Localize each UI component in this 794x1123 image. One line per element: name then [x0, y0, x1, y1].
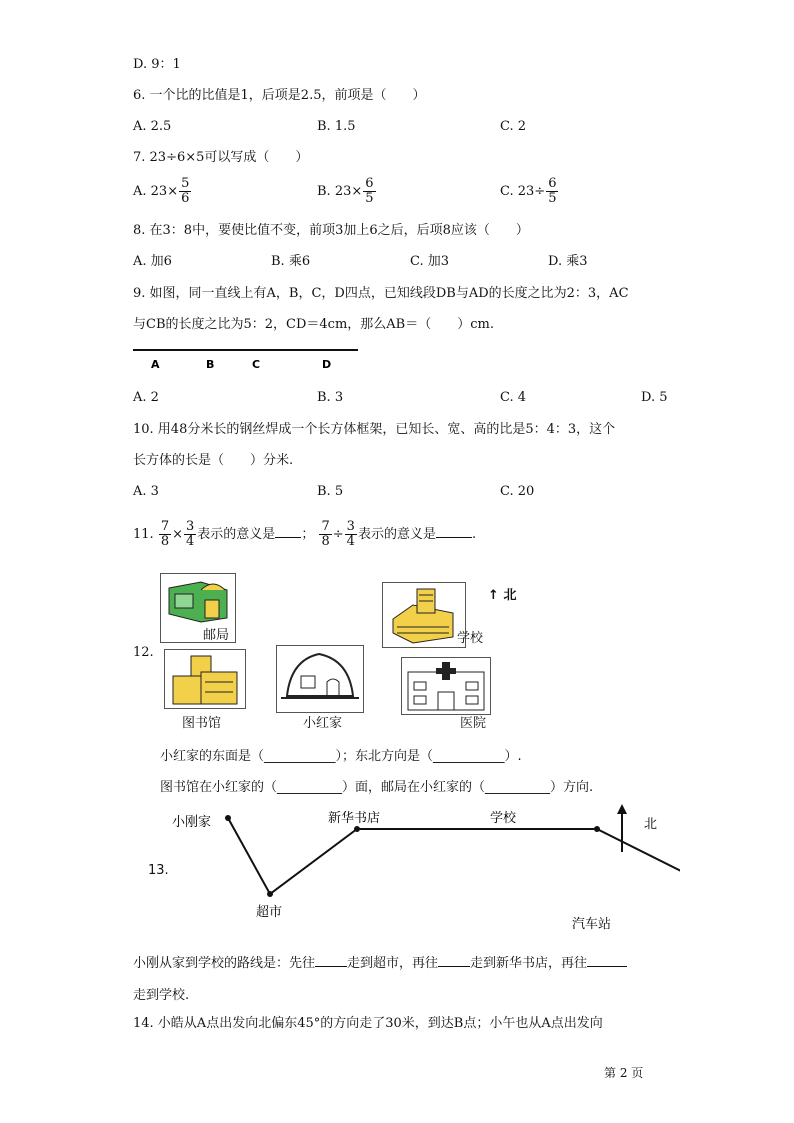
q7-stem: 7. 23÷6×5可以写成（ ） — [133, 150, 309, 165]
library-label: 图书馆 — [182, 716, 222, 731]
q8-option-c: C. 加3 — [410, 254, 450, 269]
q12-north-indicator — [488, 584, 516, 603]
library-picture — [164, 649, 246, 709]
q7-option-c: C. 23÷ $\frac{6}{5}$ — [500, 176, 557, 206]
q9-point-a: A — [151, 358, 160, 371]
home-picture — [276, 645, 364, 713]
page-number: 第 2 页 — [604, 1066, 644, 1080]
q9-line-figure — [133, 344, 363, 374]
q10-option-c: C. 20 — [500, 484, 535, 499]
north-arrow-icon: ↑ — [488, 588, 499, 603]
hospital-label: 医院 — [460, 716, 487, 731]
q13-question-line2: 走到学校. — [133, 988, 190, 1003]
q9-option-b: B. 3 — [317, 390, 344, 405]
q10-option-b: B. 5 — [317, 484, 344, 499]
q14-stem-line1: 14. 小皓从A点出发向北偏东45°的方向走了30米，到达B点；小午也从A点出发向 — [133, 1016, 603, 1031]
q13-station-label: 汽车站 — [572, 917, 612, 932]
q13-school-label: 学校 — [490, 811, 517, 826]
q9-option-d: D. 5 — [641, 390, 668, 405]
q11-line: 11. $\frac{7}{8}$ × $\frac{3}{4}$ 表示的意义是 ； $\frac{7}{8}$ ÷ $\frac{3}{4}$ 表示的意义是 . — [133, 519, 477, 549]
q13-bookstore-label: 新华书店 — [328, 811, 381, 826]
q13-number: 13. — [148, 863, 169, 878]
q9-stem-line2: 与CB的长度之比为5：2，CD＝4cm，那么AB＝（ ）cm. — [133, 317, 494, 332]
q9-option-c: C. 4 — [500, 390, 527, 405]
q9-point-b: B — [206, 358, 215, 371]
q7-option-b: B. 23× $\frac{6}{5}$ — [317, 176, 374, 206]
q13-home-label: 小刚家 — [172, 815, 212, 830]
q13-blank-1[interactable] — [315, 954, 347, 967]
library-icon — [165, 650, 245, 708]
q13-blank-2[interactable] — [438, 954, 470, 967]
school-icon — [383, 583, 465, 647]
q13-question-line1: 小刚从家到学校的路线是：先往 走到超市，再往 走到新华书店，再往 — [133, 952, 627, 971]
q12-question-line2: 图书馆在小红家的（__________）面，邮局在小红家的（__________）方向. — [160, 780, 594, 795]
q8-option-d: D. 乘3 — [548, 254, 588, 269]
q13-blank-3[interactable] — [587, 954, 627, 967]
q7-option-a: A. 23× $\frac{5}{6}$ — [133, 176, 190, 206]
school-label: 学校 — [457, 631, 484, 646]
q6-stem: 6. 一个比的比值是1，后项是2.5，前项是（ ） — [133, 88, 426, 103]
q5-option-d: D. 9：1 — [133, 57, 181, 72]
q10-stem-line1: 10. 用48分米长的钢丝焊成一个长方体框架，已知长、宽、高的比是5：4：3，这个 — [133, 422, 616, 437]
q13-route-map — [160, 800, 680, 940]
q10-option-a: A. 3 — [133, 484, 159, 499]
school-picture — [382, 582, 484, 648]
q13-school-point — [594, 826, 600, 832]
q6-option-a: A. 2.5 — [133, 119, 172, 134]
q13-route-line — [228, 818, 680, 904]
q12-number: 12. — [133, 645, 154, 660]
q6-option-b: B. 1.5 — [317, 119, 356, 134]
q9-point-c: C — [252, 358, 261, 371]
q13-north-arrowhead-icon — [617, 804, 627, 814]
q9-option-a: A. 2 — [133, 390, 159, 405]
q13-home-point — [225, 815, 231, 821]
q11-blank-2[interactable] — [436, 525, 472, 538]
q13-market-point — [267, 891, 273, 897]
q13-north-label: 北 — [644, 817, 658, 832]
q12-north-label: 北 — [503, 588, 517, 603]
q8-option-a: A. 加6 — [133, 254, 172, 269]
q13-bookstore-point — [354, 826, 360, 832]
q8-stem: 8. 在3：8中，要使比值不变，前项3加上6之后，后项8应该（ ） — [133, 223, 529, 238]
q8-option-b: B. 乘6 — [271, 254, 311, 269]
hospital-icon — [402, 658, 490, 714]
q9-point-d: D — [322, 358, 332, 371]
q11-blank-1[interactable] — [275, 525, 301, 538]
hospital-picture — [401, 657, 491, 715]
house-icon — [277, 646, 363, 712]
q13-market-label: 超市 — [256, 905, 283, 920]
q12-question-line1: 小红家的东面是（___________）；东北方向是（___________）. — [160, 749, 522, 764]
post-office-picture — [160, 573, 236, 643]
post-office-icon — [161, 574, 235, 624]
q10-stem-line2: 长方体的长是（ ）分米. — [133, 453, 294, 468]
q9-stem-line1: 9. 如图，同一直线上有A，B，C，D四点，已知线段DB与AD的长度之比为2：3，AC — [133, 286, 629, 301]
home-label: 小红家 — [303, 716, 343, 731]
q6-option-c: C. 2 — [500, 119, 527, 134]
post-office-label: 邮局 — [203, 628, 230, 643]
